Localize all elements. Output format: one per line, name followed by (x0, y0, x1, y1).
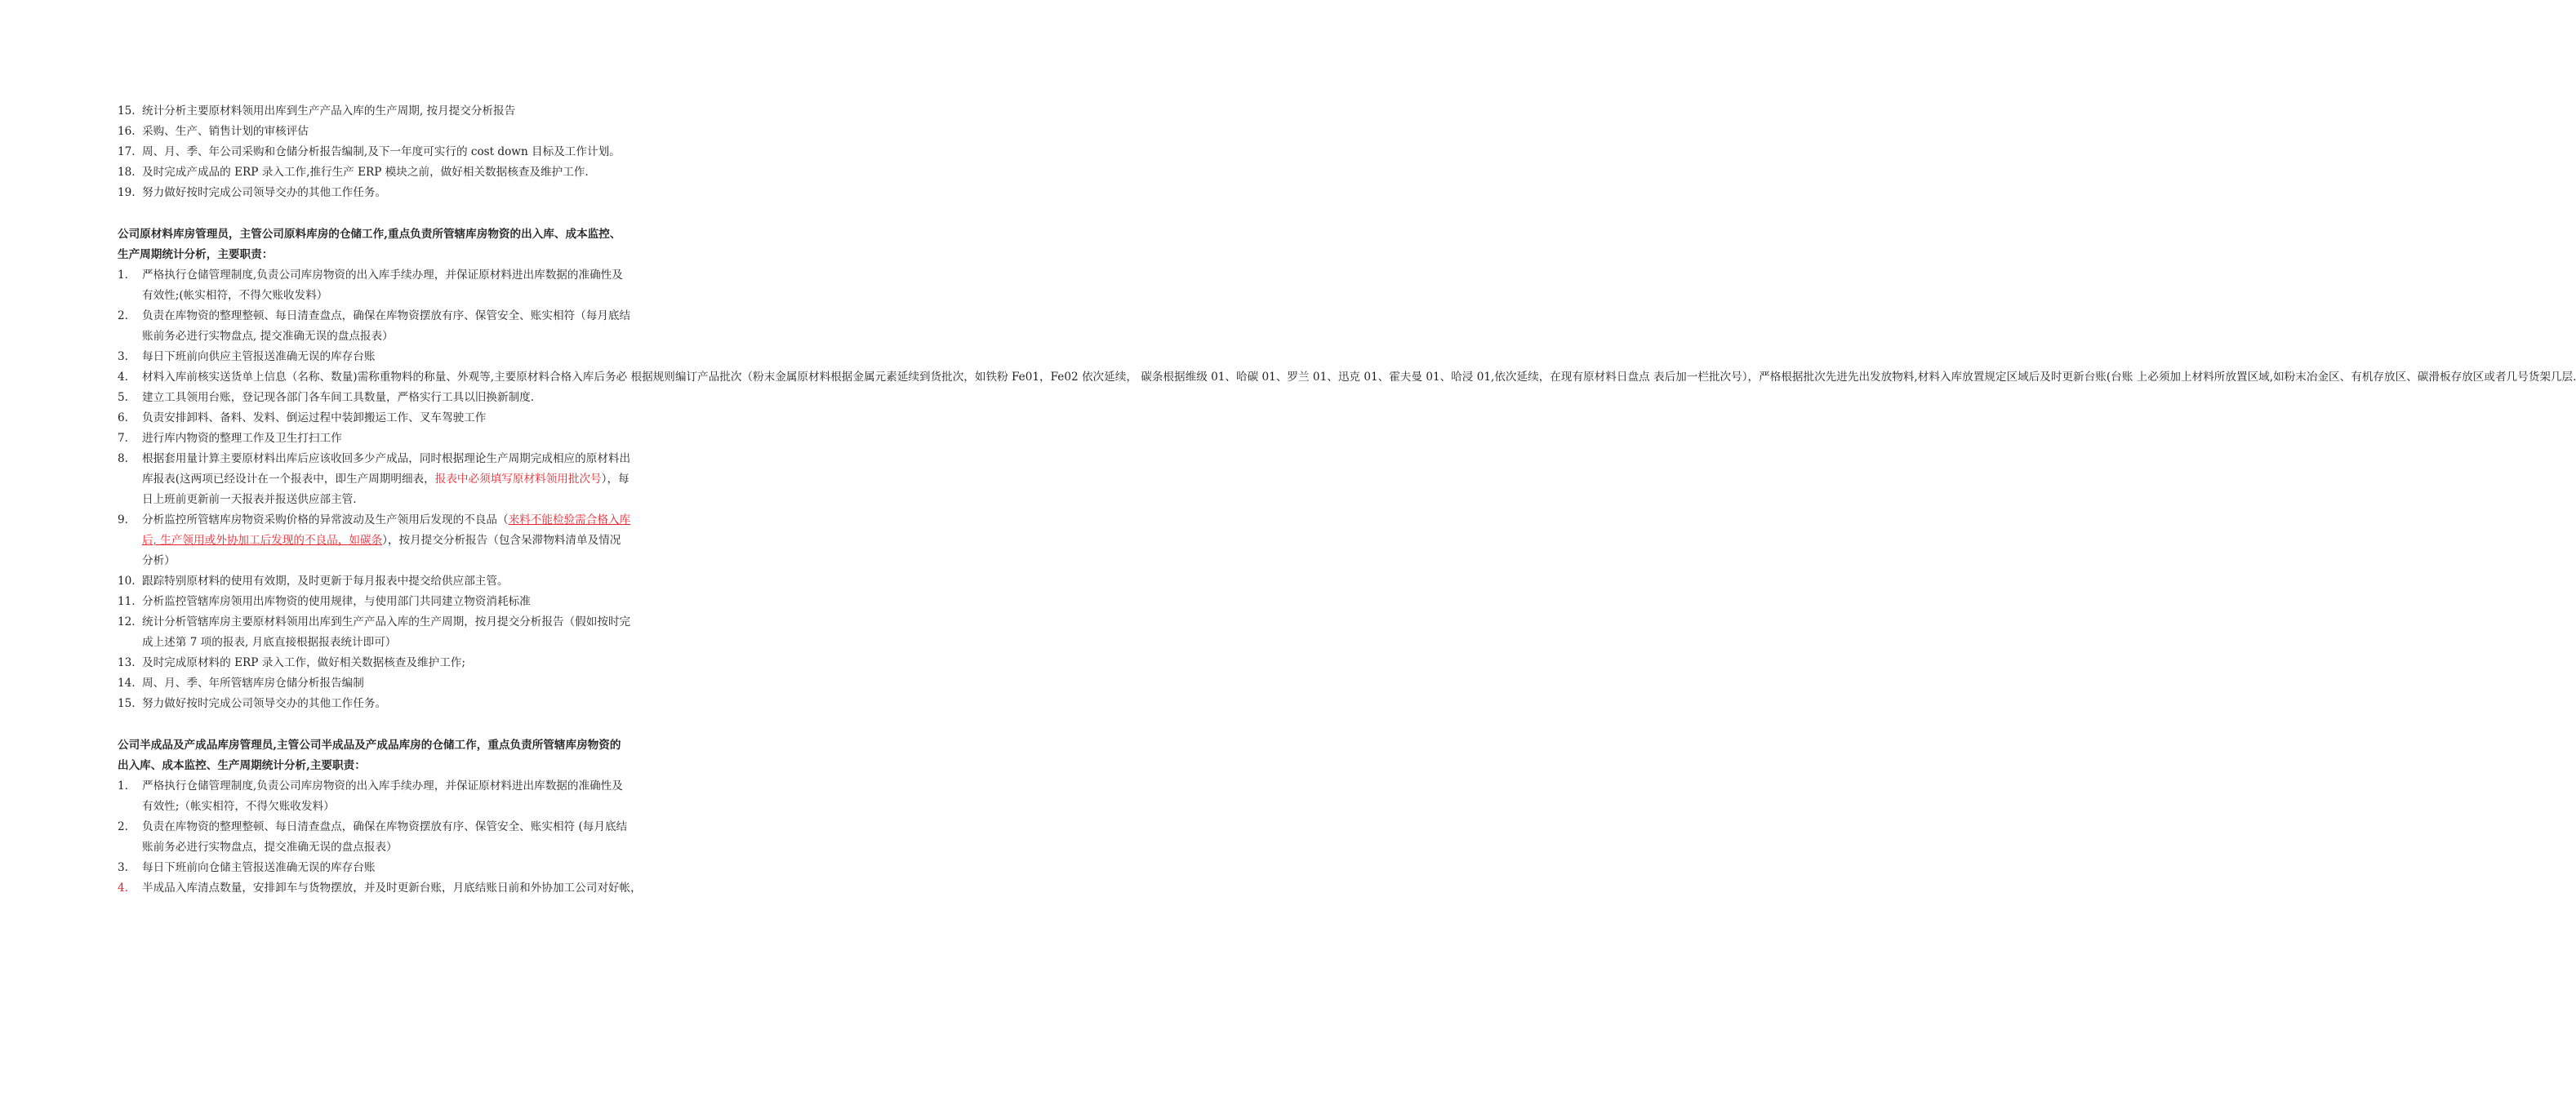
item-number: 17. (118, 145, 136, 158)
highlighted-underlined-text: 后, 生产领用或外协加工后发现的不良品，如碳条 (142, 534, 383, 547)
item-text: 采购、生产、销售计划的审核评估 (142, 125, 309, 138)
item-text: 周、月、季、年所管辖库房仓储分析报告编制 (142, 677, 364, 690)
item-number: 13. (118, 656, 136, 669)
item-text: 统计分析主要原材料领用出库到生产产品入库的生产周期, 按月提交分析报告 (142, 104, 516, 118)
list-item (118, 449, 673, 510)
duties-list-finished-goods (118, 776, 673, 899)
list-item (118, 162, 673, 183)
item-number: 19. (118, 186, 136, 199)
item-number: 3. (118, 350, 128, 363)
item-number: 1. (118, 779, 128, 793)
item-text: 统计分析管辖库房主要原材料领用出库到生产产品入库的生产周期，按月提交分析报告（假如按时完 成上述第 7 项的报表, 月底直接根据报表统计即可） (142, 615, 631, 649)
list-item (118, 142, 673, 162)
item-text-part: ），按月提交分析报告（包含呆滞物料清单及情况 分析） (142, 534, 621, 567)
item-text: 努力做好按时完成公司领导交办的其他工作任务。 (142, 186, 387, 199)
list-item (118, 367, 2576, 388)
heading-line: 公司原材料库房管理员，主管公司原料库房的仓储工作,重点负责所管辖库房物资的出入库、成本监控、 (118, 228, 621, 241)
item-text: 及时完成产成品的 ERP 录入工作,推行生产 ERP 模块之前，做好相关数据核查及维护工作. (142, 166, 589, 179)
list-item (118, 653, 673, 673)
item-text: 每日下班前向仓储主管报送准确无误的库存台账 (142, 861, 376, 874)
item-number: 18. (118, 166, 136, 179)
item-number: 5. (118, 391, 128, 404)
item-text: 每日下班前向供应主管报送准确无误的库存台账 (142, 350, 376, 363)
document-page (118, 101, 2576, 899)
item-text: 负责在库物资的整理整顿、每日清查盘点，确保在库物资摆放有序、保管安全、账实相符（每月底结 账前务必进行实物盘点, 提交准确无误的盘点报表） (142, 309, 631, 343)
list-item (118, 429, 673, 449)
item-number: 2. (118, 309, 128, 322)
list-item (118, 347, 673, 367)
highlighted-text: 报表中必须填写原材料领用批次号 (434, 473, 602, 486)
item-text: 严格执行仓储管理制度,负责公司库房物资的出入库手续办理，并保证原材料进出库数据的准确性及 有效性;（帐实相符，不得欠账收发料） (142, 779, 623, 813)
item-number: 12. (118, 615, 136, 628)
item-text-part: 根据套用量计算主要原材料出库后应该收回多少产成品，同时根据理论生产周期完成相应的原材料出 库报表(这两项已经设计在一个报表中，即生产周期明细表， (142, 452, 631, 486)
list-item (118, 571, 673, 592)
item-number: 4. (118, 371, 128, 384)
list-item (118, 612, 673, 653)
item-text: 跟踪特别原材料的使用有效期，及时更新于每月报表中提交给供应部主管。 (142, 575, 509, 588)
list-item (118, 101, 673, 122)
heading-line: 出入库、成本监控、生产周期统计分析,主要职责： (118, 759, 366, 772)
item-text-part: ），每 日上班前更新前一天报表并报送供应部主管. (142, 473, 630, 506)
list-item (118, 858, 673, 878)
list-item (118, 817, 673, 858)
list-item (118, 592, 673, 612)
item-number: 4. (118, 882, 128, 895)
item-text-part: 分析监控所管辖库房物资采购价格的异常波动及生产领用后发现的不良品（ (142, 513, 509, 526)
list-item (118, 388, 673, 408)
list-item (118, 694, 673, 714)
item-number: 2. (118, 820, 128, 833)
section-heading-finished-goods-keeper (118, 735, 673, 776)
item-text: 材料入库前核实送货单上信息（名称、数量)需称重物料的称量、外观等,主要原材料合格入库后务必 根据规则编订产品批次（粉末金属原材料根据金属元素延续到货批次，如铁粉 Fe01，Fe02 依次延续， 碳条根据维级 01、哈碳 01、罗兰 01、迅克 01、霍夫曼 01、哈浸 01,依次延续，在现有原材料日盘点 表后加一栏批次号），严格根据批次先进先出发放物料,材料入库放置规定区域后及时更新台账(台账 上必须加上材料所放置区域,如粉末冶金区、有机存放区、碳滑板存放区或者几号货架几层. (142, 371, 2576, 384)
item-text: 严格执行仓储管理制度,负责公司库房物资的出入库手续办理，并保证原材料进出库数据的准确性及 有效性;(帐实相符，不得欠账收发料） (142, 269, 623, 302)
list-item (118, 776, 673, 817)
item-text: 进行库内物资的整理工作及卫生打扫工作 (142, 432, 342, 445)
item-number: 9. (118, 513, 128, 526)
item-number: 15. (118, 697, 136, 710)
list-item (118, 306, 673, 347)
item-text: 建立工具领用台账，登记现各部门各车间工具数量，严格实行工具以旧换新制度. (142, 391, 535, 404)
item-text: 努力做好按时完成公司领导交办的其他工作任务。 (142, 697, 387, 710)
section-heading-raw-material-keeper (118, 224, 673, 265)
item-number: 3. (118, 861, 128, 874)
item-number: 15. (118, 104, 136, 118)
list-item (118, 673, 673, 694)
list-item (118, 878, 673, 899)
item-text: 周、月、季、年公司采购和仓储分析报告编制,及下一年度可实行的 cost down 目标及工作计划。 (142, 145, 621, 158)
item-number: 6. (118, 411, 128, 424)
list-item (118, 408, 673, 429)
list-item (118, 265, 673, 306)
item-number: 16. (118, 125, 136, 138)
item-number: 7. (118, 432, 128, 445)
item-text: 分析监控管辖库房领用出库物资的使用规律，与使用部门共同建立物资消耗标准 (142, 595, 531, 608)
item-number: 8. (118, 452, 128, 465)
list-item (118, 122, 673, 142)
list-item (118, 510, 673, 571)
highlighted-underlined-text: 来料不能检验需合格入库 (508, 513, 631, 526)
item-text: 及时完成原材料的 ERP 录入工作，做好相关数据核查及维护工作; (142, 656, 465, 669)
heading-line: 生产周期统计分析，主要职责： (118, 248, 274, 261)
item-number: 1. (118, 269, 128, 282)
item-text: 负责在库物资的整理整顿、每日清查盘点，确保在库物资摆放有序、保管安全、账实相符 (每月底结 账前务必进行实物盘点，提交准确无误的盘点报表） (142, 820, 628, 854)
item-number: 10. (118, 575, 136, 588)
item-text: 半成品入库清点数量，安排卸车与货物摆放，并及时更新台账，月底结账日前和外协加工公司对好帐， (142, 882, 642, 895)
list-continuation (118, 101, 673, 203)
item-number: 11. (118, 595, 136, 608)
item-number: 14. (118, 677, 136, 690)
item-text: 负责安排卸料、备料、发料、倒运过程中装卸搬运工作、叉车驾驶工作 (142, 411, 487, 424)
duties-list-raw-material (118, 265, 2576, 714)
list-item (118, 183, 673, 203)
heading-line: 公司半成品及产成品库房管理员,主管公司半成品及产成品库房的仓储工作，重点负责所管辖库房物资的 (118, 739, 621, 752)
